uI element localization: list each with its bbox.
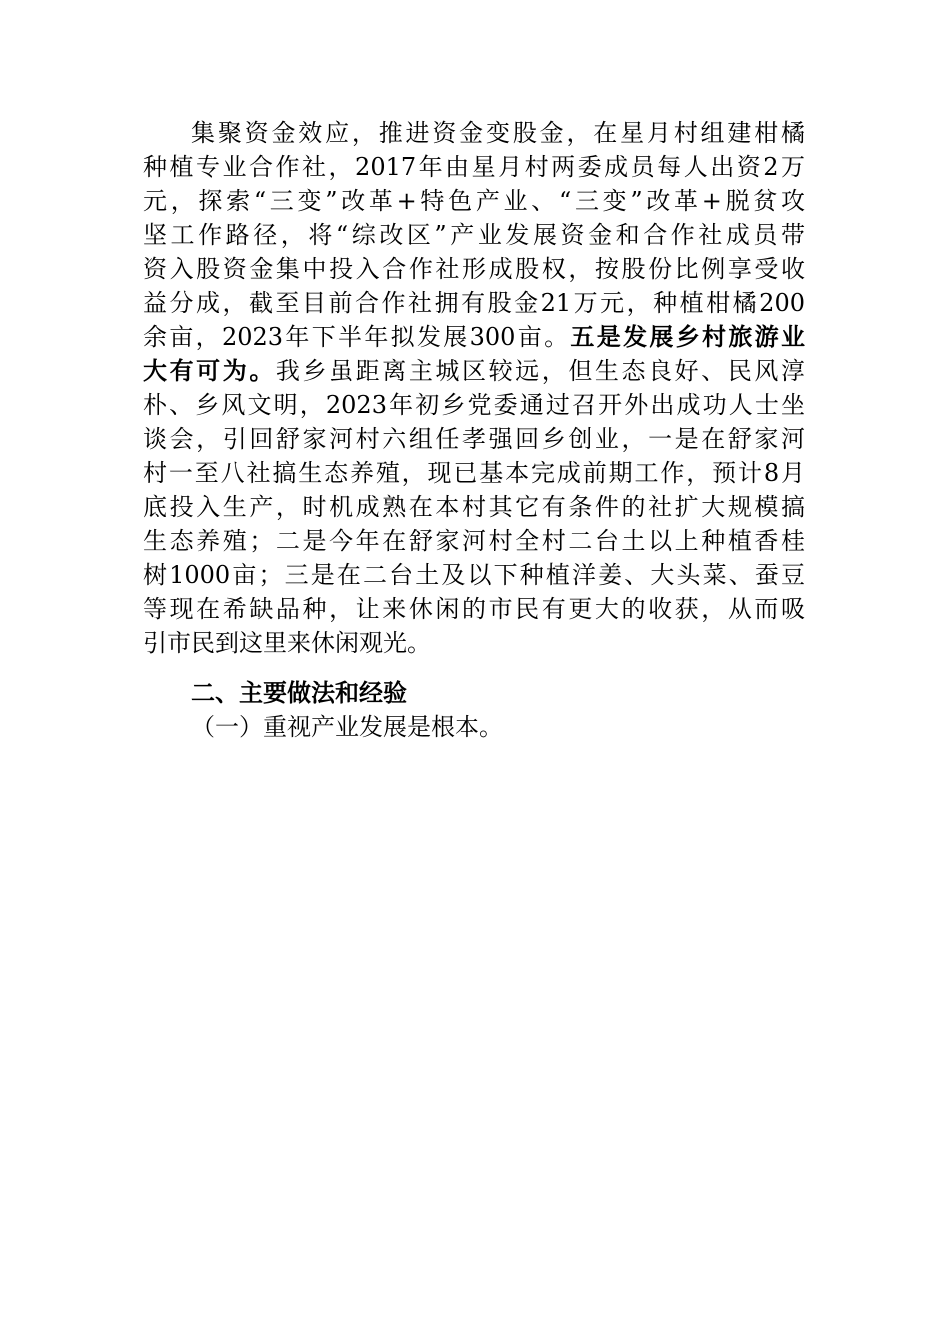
text-line: 资入股资金集中投入合作社形成股权，按股份比例享受收 — [143, 255, 805, 283]
text-line: 集聚资金效应，推进资金变股金，在星月村组建柑橘 — [191, 119, 805, 147]
bold-heading-text: 大有可为。 — [143, 357, 276, 385]
text-line: 村一至八社搞生态养殖，现已基本完成前期工作，预计8月 — [143, 459, 805, 487]
text-line: 朴、乡风文明，2023年初乡党委通过召开外出成功人士坐 — [143, 391, 805, 419]
text-line — [143, 320, 805, 354]
bold-heading-text: 五是发展乡村旅游业 — [570, 323, 806, 351]
text-line: 底投入生产，时机成熟在本村其它有条件的社扩大规模搞 — [143, 493, 805, 521]
text-line: 种植专业合作社，2017年由星月村两委成员每人出资2万 — [143, 153, 805, 181]
text-line: 坚工作路径，将“综改区”产业发展资金和合作社成员带 — [143, 221, 805, 249]
text-run: 我乡虽距离主城区较远，但生态良好、民风淳 — [275, 357, 806, 385]
text-line: 谈会，引回舒家河村六组任孝强回乡创业，一是在舒家河 — [143, 425, 805, 453]
text-line: 益分成，截至目前合作社拥有股金21万元，种植柑橘200 — [143, 289, 805, 317]
text-line: 等现在希缺品种，让来休闲的市民有更大的收获，从而吸 — [143, 595, 805, 623]
text-line: 引市民到这里来休闲观光。 — [143, 629, 431, 657]
section-heading: 二、主要做法和经验 — [191, 679, 407, 707]
subsection-heading: （一）重视产业发展是根本。 — [191, 713, 503, 741]
text-line: 生态养殖；二是今年在舒家河村全村二台土以上种植香桂 — [143, 527, 805, 555]
text-run: 余亩，2023年下半年拟发展300亩。 — [143, 323, 571, 351]
text-line — [143, 354, 805, 388]
text-line: 元，探索“三变”改革+特色产业、“三变”改革+脱贫攻 — [143, 187, 805, 215]
text-line: 树1000亩；三是在二台土及以下种植洋姜、大头菜、蚕豆 — [143, 561, 805, 589]
